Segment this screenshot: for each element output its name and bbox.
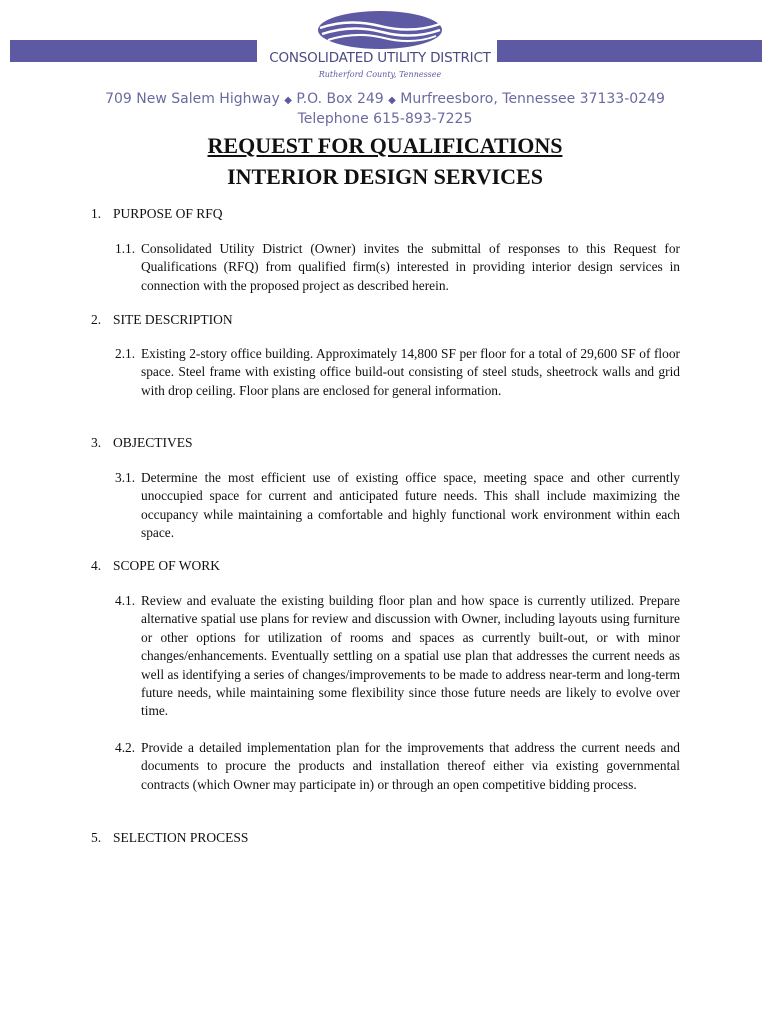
paragraph (115, 345, 680, 400)
letterhead-bar-left (10, 40, 257, 62)
company-logo (268, 8, 492, 86)
logo-org-subtitle: Rutherford County, Tennessee (318, 70, 442, 79)
paragraph (115, 592, 680, 721)
section-heading (91, 830, 248, 846)
paragraph-number: 3.1. (115, 470, 136, 485)
document-subtitle: INTERIOR DESIGN SERVICES (227, 164, 543, 189)
section-heading (91, 312, 233, 328)
logo-wave-icon (268, 8, 492, 50)
paragraph-number: 2.1. (115, 346, 136, 361)
paragraph-number: 1.1. (115, 241, 136, 256)
section-heading (91, 435, 193, 451)
section-title: SCOPE OF WORK (113, 558, 221, 573)
section-number: 3. (91, 435, 102, 450)
address-street: 709 New Salem Highway (105, 91, 280, 107)
address-line (0, 90, 770, 110)
paragraph (115, 739, 680, 794)
section-heading (91, 558, 220, 574)
paragraph (115, 240, 680, 295)
section-title: PURPOSE OF RFQ (113, 206, 223, 221)
section-number: 5. (91, 830, 102, 845)
telephone: Telephone 615-893-7225 (297, 111, 473, 127)
paragraph-text: Determine the most efficient use of existing office space, meeting space and other currently unoccupied space for current and anticipated future needs. This shall include maximizing the occupancy while maintaining a comfortable and highly functional work environment within each space. (141, 470, 680, 541)
diamond-separator-icon: ◆ (388, 95, 396, 106)
paragraph-number: 4.1. (115, 593, 136, 608)
document-title: REQUEST FOR QUALIFICATIONS (207, 133, 563, 158)
address-city: Murfreesboro, Tennessee 37133-0249 (400, 91, 665, 107)
section-number: 2. (91, 312, 102, 327)
letterhead-address (0, 90, 770, 129)
letterhead-bar-right (497, 40, 762, 62)
section-title: SELECTION PROCESS (113, 830, 249, 845)
paragraph-text: Review and evaluate the existing building floor plan and how space is currently utilized. Prepare alternative spatial use plans for review and discussion with Owner, including layouts using furniture or other options for utilization of rooms and spaces as currently built-out, or with minor changes/enhancements. Eventually settling on a spatial use plan that addresses the current needs as well as identifying a series of changes/improvements to be made to address near-term and long-term future needs, while maintaining some flexibility since those future needs are likely to evolve over time. (141, 593, 680, 719)
paragraph-text: Provide a detailed implementation plan for the improvements that address the current needs and documents to procure the products and installation thereof either via existing governmental contracts (which Owner may participate in) or through an open competitive bidding process. (141, 740, 680, 792)
section-title: OBJECTIVES (113, 435, 193, 450)
section-number: 1. (91, 206, 102, 221)
section-heading (91, 206, 223, 222)
section-number: 4. (91, 558, 102, 573)
paragraph (115, 469, 680, 543)
address-po-box: P.O. Box 249 (296, 91, 384, 107)
paragraph-number: 4.2. (115, 740, 136, 755)
paragraph-text: Existing 2-story office building. Approximately 14,800 SF per floor for a total of 29,600 SF of floor space. Steel frame with existing office build-out consisting of steel studs, sheetrock walls and grid with drop ceiling. Floor plans are enclosed for general information. (141, 346, 680, 398)
logo-org-name: CONSOLIDATED UTILITY DISTRICT (269, 50, 491, 66)
diamond-separator-icon: ◆ (284, 95, 292, 106)
section-title: SITE DESCRIPTION (113, 312, 233, 327)
paragraph-text: Consolidated Utility District (Owner) invites the submittal of responses to this Request for Qualifications (RFQ) from qualified firm(s) interested in providing interior design services in connection with the proposed project as described herein. (141, 241, 680, 293)
